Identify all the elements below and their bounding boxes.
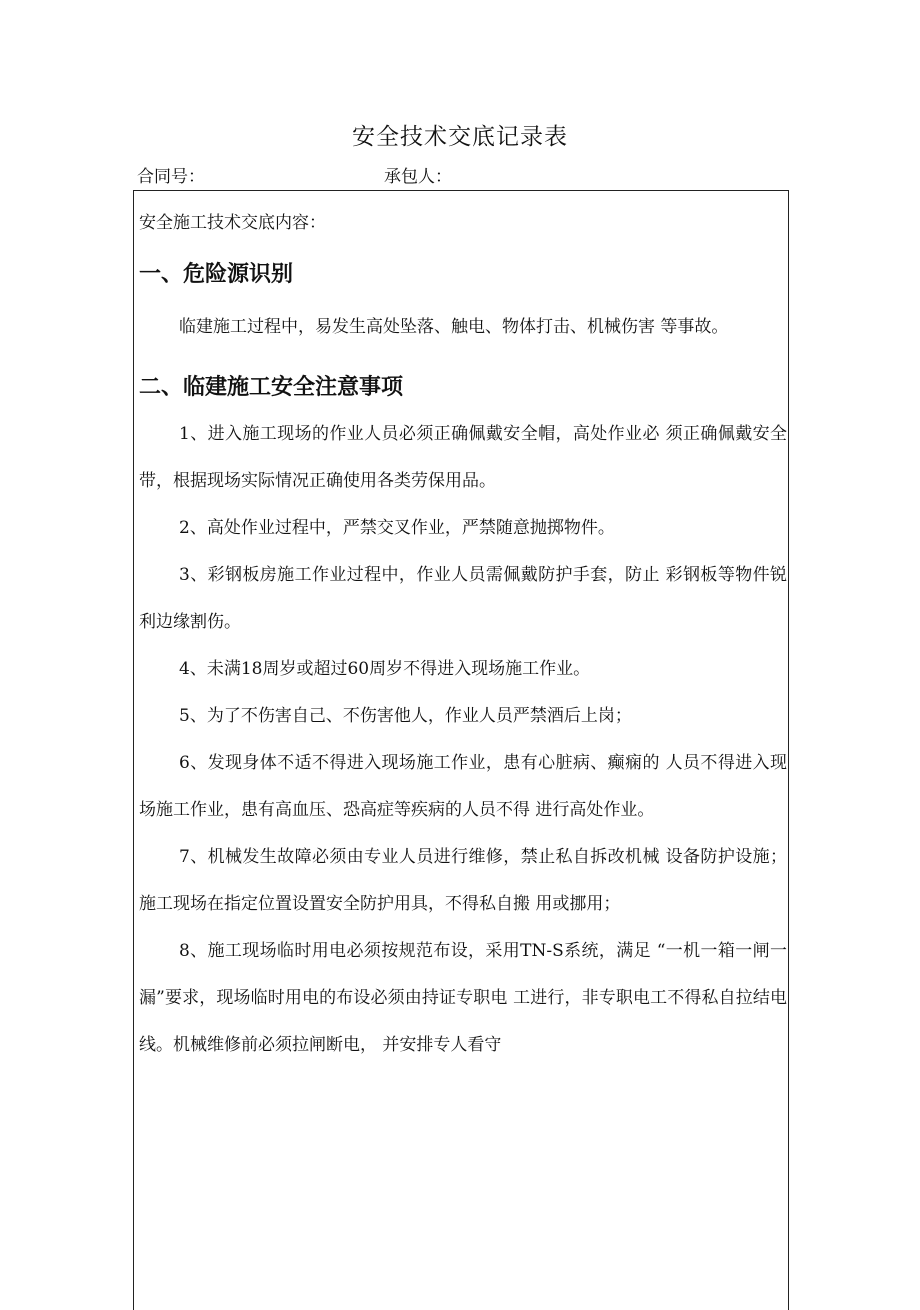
contract-number-label: 合同号： <box>137 167 205 187</box>
precaution-item-5: 5、为了不伤害自己、不伤害他人，作业人员严禁酒后上岗； <box>179 706 632 726</box>
content-box <box>133 190 789 1310</box>
precaution-item-6: 6、发现身体不适不得进入现场施工作业，患有心脏病、癫痫的 人员不得进入现场施工作业，患有高血压、恐高症等疾病的人员不得 进行高处作业。 <box>139 753 787 820</box>
precaution-item-4: 4、未满18周岁或超过60周岁不得进入现场施工作业。 <box>179 659 591 679</box>
precaution-item-8: 8、施工现场临时用电必须按规范布设，采用TN-S系统，满足 “一机一箱一闸一漏”要求，现场临时用电的布设必须由持证专职电 工进行，非专职电工不得私自拉结电线。机械维修前必须拉闸断电， 并安排专人看守 <box>139 941 787 1055</box>
precaution-item-3: 3、彩钢板房施工作业过程中，作业人员需佩戴防护手套，防止 彩钢板等物件锐利边缘割伤。 <box>139 565 787 632</box>
content-body <box>139 209 787 1069</box>
section-heading-hazard: 一、危险源识别 <box>139 262 294 287</box>
precaution-item-2: 2、高处作业过程中，严禁交叉作业，严禁随意抛掷物件。 <box>179 518 615 538</box>
precaution-item-1: 1、进入施工现场的作业人员必须正确佩戴安全帽，高处作业必 须正确佩戴安全带，根据现场实际情况正确使用各类劳保用品。 <box>139 424 787 491</box>
intro-label: 安全施工技术交底内容： <box>139 213 326 233</box>
hazard-paragraph: 临建施工过程中，易发生高处坠落、触电、物体打击、机械伤害 等事故。 <box>179 317 729 337</box>
section-heading-precautions: 二、临建施工安全注意事项 <box>139 375 404 400</box>
precaution-item-7: 7、机械发生故障必须由专业人员进行维修，禁止私自拆改机械 设备防护设施；施工现场在指定位置设置安全防护用具，不得私自搬 用或挪用； <box>139 847 787 914</box>
document-title: 安全技术交底记录表 <box>352 124 568 150</box>
contractor-label: 承包人： <box>384 167 452 187</box>
